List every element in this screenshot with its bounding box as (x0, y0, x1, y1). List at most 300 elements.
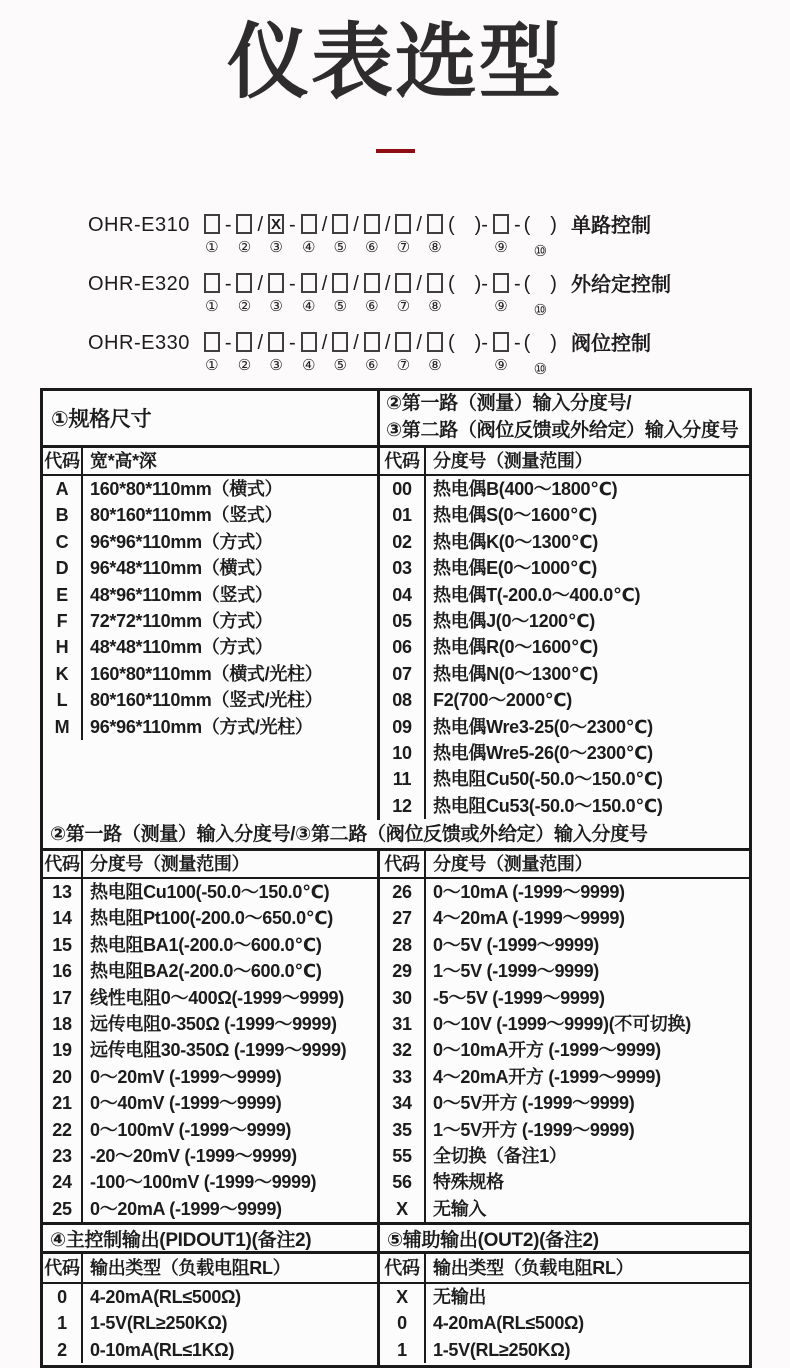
separator (448, 213, 488, 244)
code-cell: 24 (43, 1169, 83, 1195)
code-box-glyph (395, 332, 411, 352)
separator (322, 272, 328, 303)
table-row (43, 529, 377, 555)
code-cell: A (43, 476, 83, 502)
description-cell: -20～20mV (-1999～9999) (90, 1145, 297, 1166)
code-box-glyph (204, 273, 220, 293)
section1-right-header-line2: ③第二路（阀位反馈或外给定）输入分度号 (386, 420, 739, 441)
table-row (380, 985, 749, 1011)
code-cell: 29 (380, 958, 426, 984)
table-row (380, 740, 749, 766)
table-row (380, 932, 749, 958)
code-box (395, 213, 411, 255)
code-box (332, 213, 348, 255)
table-row (380, 793, 749, 819)
table-row (43, 582, 377, 608)
code-cell: D (43, 555, 83, 581)
description-cell: -5～5V (-1999～9999) (433, 987, 605, 1008)
separator (353, 331, 359, 362)
description-cell: 热电阻BA2(-200.0～600.0℃) (90, 961, 322, 982)
code-cell: 05 (380, 608, 426, 634)
description-cell: 热电偶T(-200.0～400.0℃) (433, 584, 641, 605)
code-box (236, 272, 252, 314)
code-box (301, 331, 317, 373)
model-control-type: 单路控制 (570, 215, 651, 237)
paren-group (524, 331, 557, 377)
code-box (364, 272, 380, 314)
table-row (380, 766, 749, 792)
column-header-output-type: 输出类型（负载电阻RL） (90, 1258, 291, 1278)
table-row (380, 1284, 749, 1310)
section1-subheader-row (43, 448, 749, 476)
code-cell: 31 (380, 1011, 426, 1037)
table-row (380, 1011, 749, 1037)
code-box (268, 331, 284, 373)
code-cell: 16 (43, 958, 83, 984)
code-cell: 21 (43, 1090, 83, 1116)
code-cell: 0 (43, 1284, 83, 1310)
table-row (380, 958, 749, 984)
description-cell: 4-20mA(RL≤500Ω) (90, 1287, 241, 1307)
code-box-glyph (236, 273, 252, 293)
separator-glyph: / (384, 273, 391, 295)
column-header-output-type: 输出类型（负载电阻RL） (433, 1258, 634, 1278)
table-row (43, 1143, 377, 1169)
description-cell: 48*96*110mm（竖式） (90, 584, 273, 605)
separator (514, 331, 521, 362)
code-box-glyph (332, 214, 348, 234)
code-cell: 34 (380, 1090, 426, 1116)
code-cell: 20 (43, 1064, 83, 1090)
table-row (43, 1310, 377, 1336)
description-cell: F2(700～2000℃) (433, 690, 572, 711)
code-box-glyph: X (268, 214, 284, 234)
separator-glyph: / (416, 273, 422, 295)
position-number: ⑩ (533, 302, 548, 319)
code-cell: E (43, 582, 83, 608)
position-number: ① (205, 239, 219, 256)
position-number: ② (237, 239, 252, 256)
table-row (43, 661, 377, 687)
column-header-range: 分度号（测量范围） (90, 854, 250, 874)
model-name: OHR-E320 (88, 273, 190, 295)
paren-group (524, 213, 557, 259)
position-number: ⑦ (396, 357, 411, 374)
position-number: ⑦ (396, 239, 411, 256)
separator (514, 213, 521, 244)
input-code-table-00-12 (380, 476, 749, 820)
section1-right-header (380, 391, 749, 445)
section3-subheader-row (43, 1254, 749, 1284)
model-control-type: 外给定控制 (570, 274, 671, 296)
table-row (43, 555, 377, 581)
code-box-glyph (493, 273, 509, 293)
code-cell: 08 (380, 687, 426, 713)
position-number: ③ (269, 239, 283, 256)
code-box-glyph (493, 332, 509, 352)
table-row (43, 687, 377, 713)
code-box-glyph (236, 332, 252, 352)
code-cell: 55 (380, 1143, 426, 1169)
description-cell: 0～5V (-1999～9999) (433, 934, 599, 955)
table-row (43, 958, 377, 984)
model-line (88, 272, 671, 331)
code-box (332, 272, 348, 314)
separator (416, 331, 422, 362)
position-number: ③ (269, 357, 283, 374)
description-cell: 热电偶B(400～1800℃) (433, 479, 618, 499)
separator-glyph: / (353, 273, 359, 295)
separator (257, 331, 263, 362)
description-cell: 热电偶Wre5-26(0～2300℃) (433, 742, 653, 763)
model-name: OHR-E310 (88, 214, 190, 236)
code-box-glyph (395, 273, 411, 293)
code-box-glyph (427, 214, 443, 234)
description-cell: 热电阻Cu100(-50.0～150.0℃) (90, 882, 330, 902)
description-cell: 热电偶N(0～1300℃) (433, 663, 598, 684)
code-cell: H (43, 634, 83, 660)
table-row (380, 1196, 749, 1222)
code-box (204, 331, 220, 373)
description-cell: 热电偶K(0～1300℃) (433, 531, 598, 552)
code-box (301, 213, 317, 255)
code-box (427, 331, 443, 373)
description-cell: 热电偶J(0～1200℃) (433, 610, 595, 631)
code-box (332, 331, 348, 373)
separator-glyph: / (384, 332, 391, 354)
table-row (380, 582, 749, 608)
code-cell: M (43, 714, 83, 740)
position-number: ⑥ (365, 239, 379, 256)
description-cell: 热电阻Cu53(-50.0～150.0℃) (433, 795, 663, 816)
table-row (43, 1284, 377, 1310)
table-row (380, 1169, 749, 1195)
table-row (43, 1117, 377, 1143)
input-code-table-13-25 (43, 879, 377, 1222)
model-control-type: 阀位控制 (570, 333, 651, 355)
separator-glyph: / (416, 214, 422, 236)
description-cell: 远传电阻0-350Ω (-1999～9999) (90, 1013, 337, 1034)
description-cell: 1～5V开方 (-1999～9999) (433, 1119, 635, 1140)
separator (385, 272, 391, 303)
position-number: ⑥ (365, 298, 379, 315)
code-box-glyph (395, 214, 411, 234)
separator (322, 213, 328, 244)
separator-glyph: / (257, 273, 264, 295)
code-box-glyph (236, 214, 252, 234)
code-cell: 25 (43, 1196, 83, 1222)
model-diagram (88, 213, 671, 390)
code-box-glyph (301, 332, 317, 352)
code-box (395, 272, 411, 314)
description-cell: 热电偶Wre3-25(0～2300℃) (433, 716, 653, 737)
description-cell: 1-5V(RL≥250KΩ) (90, 1313, 228, 1334)
code-box (268, 272, 284, 314)
position-number: ③ (269, 298, 283, 315)
input-code-table-26-X (380, 879, 749, 1222)
table-row (380, 661, 749, 687)
code-box (493, 272, 509, 314)
code-box (268, 213, 284, 255)
code-box-glyph (204, 214, 220, 234)
position-number: ⑩ (533, 243, 548, 260)
separator-glyph: / (353, 332, 359, 354)
code-cell: 23 (43, 1143, 83, 1169)
section1-left-header: ①规格尺寸 (43, 391, 380, 445)
model-line (88, 213, 671, 272)
position-number: ⑤ (333, 357, 347, 374)
table-row (380, 1337, 749, 1363)
code-box (236, 331, 252, 373)
code-cell: X (380, 1284, 426, 1310)
code-cell: 28 (380, 932, 426, 958)
description-cell: 远传电阻30-350Ω (-1999～9999) (90, 1040, 347, 1061)
section1-body (43, 476, 749, 820)
description-cell: 72*72*110mm（方式） (90, 610, 273, 631)
code-cell: 02 (380, 529, 426, 555)
code-box-glyph (364, 273, 380, 293)
separator (448, 272, 488, 303)
column-header-size: 宽*高*深 (90, 451, 157, 471)
separator-glyph: - (513, 214, 521, 236)
table-row (380, 1310, 749, 1336)
description-cell: 160*80*110mm（横式/光柱） (90, 663, 323, 684)
code-cell: 1 (380, 1337, 426, 1363)
table-row (380, 1037, 749, 1063)
code-cell: 32 (380, 1037, 426, 1063)
separator (322, 331, 328, 362)
separator (225, 213, 232, 244)
code-cell: 13 (43, 879, 83, 905)
table-row (43, 1196, 377, 1222)
code-box (493, 331, 509, 373)
table-row (380, 1090, 749, 1116)
section1-right-header-line1: ②第一路（测量）输入分度号/ (386, 393, 632, 415)
code-cell: 15 (43, 932, 83, 958)
code-box (204, 272, 220, 314)
code-cell: 03 (380, 555, 426, 581)
separator (416, 213, 422, 244)
separator (289, 272, 296, 303)
table-row (380, 879, 749, 905)
code-cell: 09 (380, 714, 426, 740)
position-number: ① (205, 298, 219, 315)
description-cell: 96*96*110mm（方式/光柱） (90, 716, 313, 737)
separator (385, 331, 391, 362)
model-name: OHR-E330 (88, 332, 190, 354)
description-cell: 无输出 (433, 1287, 487, 1307)
code-box-glyph (301, 273, 317, 293)
code-box-glyph (427, 273, 443, 293)
table-row (380, 905, 749, 931)
code-box-glyph (204, 332, 220, 352)
section2-subheader-row (43, 851, 749, 879)
code-cell: 30 (380, 985, 426, 1011)
code-box-glyph (301, 214, 317, 234)
table-row (43, 502, 377, 528)
description-cell: 特殊规格 (433, 1172, 504, 1193)
code-cell: 06 (380, 634, 426, 660)
section2-header: ②第一路（测量）输入分度号/③第二路（阀位反馈或外给定）输入分度号 (43, 820, 749, 851)
code-cell: 33 (380, 1064, 426, 1090)
code-cell: 12 (380, 793, 426, 819)
table-row (43, 1090, 377, 1116)
position-number: ⑧ (428, 239, 442, 256)
size-code-table (43, 476, 377, 820)
code-cell: 22 (43, 1117, 83, 1143)
description-cell: 0～10mA开方 (-1999～9999) (433, 1040, 661, 1061)
description-cell: 4-20mA(RL≤500Ω) (433, 1313, 584, 1334)
table-row (43, 932, 377, 958)
description-cell: 无输入 (433, 1198, 487, 1219)
code-cell: 1 (43, 1310, 83, 1336)
code-box-glyph (364, 332, 380, 352)
code-box-glyph (364, 214, 380, 234)
main-output-table (43, 1284, 377, 1365)
table-row (380, 687, 749, 713)
separator-glyph: / (353, 214, 359, 236)
code-box-glyph (268, 273, 284, 293)
section2-body (43, 879, 749, 1222)
code-cell: K (43, 661, 83, 687)
table-row (43, 476, 377, 502)
code-box (493, 213, 509, 255)
column-header-code: 代码 (43, 1254, 83, 1282)
column-header-code: 代码 (380, 1254, 426, 1282)
position-number: ② (237, 357, 252, 374)
description-cell: 热电阻BA1(-200.0～600.0℃) (90, 934, 322, 955)
table-row (43, 1169, 377, 1195)
table-row (380, 476, 749, 502)
description-cell: 1～5V (-1999～9999) (433, 961, 599, 982)
position-number: ⑧ (428, 298, 442, 315)
separator (257, 213, 263, 244)
separator (289, 213, 296, 244)
description-cell: 80*160*110mm（竖式） (90, 505, 283, 526)
code-box-glyph (268, 332, 284, 352)
code-box (364, 213, 380, 255)
code-cell: 19 (43, 1037, 83, 1063)
separator-glyph: / (384, 214, 391, 236)
code-cell: 56 (380, 1169, 426, 1195)
code-box (395, 331, 411, 373)
description-cell: -100～100mV (-1999～9999) (90, 1172, 317, 1193)
separator-glyph: - (224, 332, 232, 354)
separator (353, 272, 359, 303)
position-number: ④ (301, 239, 316, 256)
section3-left-header: ④主控制输出(PIDOUT1)(备注2) (43, 1225, 380, 1251)
code-cell: 00 (380, 476, 426, 502)
description-cell: 0～5V开方 (-1999～9999) (433, 1093, 635, 1114)
code-box-glyph (493, 214, 509, 234)
code-cell: C (43, 529, 83, 555)
code-box (204, 213, 220, 255)
description-cell: 热电偶S(0～1600℃) (433, 505, 597, 526)
description-cell: 0～40mV (-1999～9999) (90, 1093, 282, 1114)
code-cell: X (380, 1196, 426, 1222)
table-row (380, 502, 749, 528)
description-cell: 热电阻Cu50(-50.0～150.0℃) (433, 769, 663, 790)
page-title: 仪表选型 (226, 17, 563, 108)
model-line (88, 331, 671, 390)
code-cell: 18 (43, 1011, 83, 1037)
code-box-glyph (332, 332, 348, 352)
code-box (236, 213, 252, 255)
separator-glyph: / (257, 214, 264, 236)
description-cell: 0～20mA (-1999～9999) (90, 1198, 282, 1219)
table-row (380, 555, 749, 581)
code-box-glyph (332, 273, 348, 293)
description-cell: 线性电阻0～400Ω(-1999～9999) (90, 987, 344, 1008)
description-cell: 160*80*110mm（横式） (90, 479, 283, 499)
separator-glyph: - (513, 273, 521, 295)
position-number: ④ (301, 357, 316, 374)
separator-glyph: / (257, 332, 264, 354)
section3-right-header: ⑤辅助输出(OUT2)(备注2) (387, 1229, 599, 1251)
separator (385, 213, 391, 244)
section3-header-row (43, 1222, 749, 1254)
separator-glyph: ( )- (447, 332, 488, 354)
paren-group (524, 272, 557, 318)
separator-glyph: / (321, 214, 328, 236)
code-cell: 26 (380, 879, 426, 905)
code-cell: 27 (380, 905, 426, 931)
separator-glyph: ( )- (447, 273, 488, 295)
column-header-code: 代码 (380, 448, 426, 474)
description-cell: 96*48*110mm（横式） (90, 558, 273, 579)
position-number: ② (237, 298, 252, 315)
separator-glyph: - (224, 214, 232, 236)
table-row (380, 529, 749, 555)
description-cell: 4～20mA开方 (-1999～9999) (433, 1066, 661, 1087)
section1-header-row (43, 391, 749, 448)
table-row (380, 1143, 749, 1169)
separator-glyph: - (289, 214, 296, 236)
position-number: ⑨ (494, 239, 508, 256)
table-row (43, 905, 377, 931)
separator (289, 331, 296, 362)
column-header-code: 代码 (43, 851, 83, 877)
description-cell: 96*96*110mm（方式） (90, 531, 273, 552)
table-row (380, 634, 749, 660)
table-row (380, 1064, 749, 1090)
code-cell: 35 (380, 1117, 426, 1143)
description-cell: 0～10mA (-1999～9999) (433, 882, 625, 902)
position-number: ⑤ (333, 239, 347, 256)
column-header-range: 分度号（测量范围） (433, 854, 593, 874)
code-cell: 0 (380, 1310, 426, 1336)
table-row (43, 1011, 377, 1037)
description-cell: 热电偶E(0～1000℃) (433, 558, 597, 579)
table-row (43, 714, 377, 740)
position-number: ⑤ (333, 298, 347, 315)
code-cell: 17 (43, 985, 83, 1011)
title-underline-rule (376, 149, 415, 153)
separator-glyph: ( ) (523, 214, 557, 236)
separator-glyph: ( ) (523, 332, 557, 354)
code-cell: 11 (380, 766, 426, 792)
table-row (380, 1117, 749, 1143)
position-number: ⑨ (494, 298, 508, 315)
column-header-range: 分度号（测量范围） (433, 451, 593, 471)
position-number: ⑩ (533, 361, 548, 378)
code-cell: 10 (380, 740, 426, 766)
separator (353, 213, 359, 244)
column-header-code: 代码 (43, 448, 83, 474)
description-cell: 4～20mA (-1999～9999) (433, 908, 625, 929)
description-cell: 0～20mV (-1999～9999) (90, 1066, 282, 1087)
section3-body (43, 1284, 749, 1365)
